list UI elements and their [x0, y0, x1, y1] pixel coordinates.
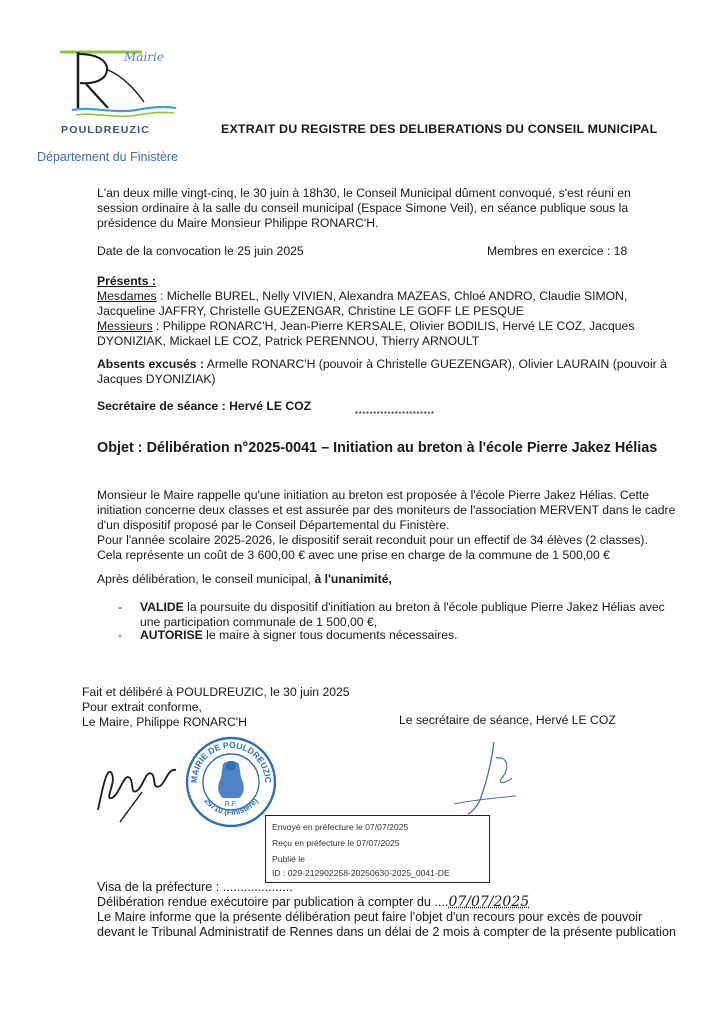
- body-line: Monsieur le Maire rappelle qu'une initiation au breton est proposée à l'école Pierre Jakez Hélias. Cette: [97, 488, 650, 502]
- seal-rf: R.F.: [224, 801, 238, 808]
- messieurs-row: [97, 319, 634, 334]
- stamp-id: ID : 029-212902258-20250630-2025_0041-DE: [272, 868, 450, 878]
- closing-line: Le Maire, Philippe RONARC'H: [82, 715, 247, 729]
- secretary-signature: [450, 738, 530, 818]
- resolution-text-cont: une participation communale de 1 500,00 €,: [140, 615, 378, 629]
- messieurs-names: : Philippe RONARC'H, Jean-Pierre KERSALE, Olivier BODILIS, Hervé LE COZ, Jacques: [152, 319, 635, 333]
- resolution-text: le maire à signer tous documents nécessaires.: [202, 628, 458, 642]
- absents-label: Absents excusés :: [97, 357, 205, 371]
- messieurs-names-cont: DYONIZIAK, Mickael LE COZ, Patrick PERENNOU, Thierry ARNOULT: [97, 334, 480, 348]
- body-paragraph: [97, 488, 675, 563]
- secretary-line: Secrétaire de séance : Hervé LE COZ: [97, 399, 312, 413]
- resolution-verb: VALIDE: [140, 600, 184, 614]
- intro-line: L'an deux mille vingt-cinq, le 30 juin à 18h30, le Conseil Municipal dûment convoqué, s'est réuni en: [97, 186, 631, 200]
- resolution-item: [118, 628, 678, 643]
- decision-line: [97, 572, 392, 587]
- logo-mairie-text: Mairie: [124, 50, 164, 64]
- intro-line: présidence du Maire Monsieur Philippe RONARC'H.: [97, 216, 379, 230]
- mesdames-label: Mesdames: [97, 289, 157, 303]
- absents-block: [97, 357, 667, 387]
- department-label: Département du Finistère: [37, 150, 179, 164]
- presents-heading: Présents :: [97, 274, 156, 288]
- absents-names-cont: Jacques DYONIZIAK): [97, 372, 216, 386]
- logo-emblem-icon: [50, 40, 190, 122]
- executoire-line: [97, 895, 529, 910]
- convocation-date: Date de la convocation le 25 juin 2025: [97, 244, 304, 258]
- resolution-verb: AUTORISE: [140, 628, 203, 642]
- subject-heading: Objet : Délibération n°2025-0041 – Initiation au breton à l'école Pierre Jakez Hélias: [97, 440, 658, 456]
- logo-town-name: POULDREUZIC: [61, 124, 151, 136]
- document-title: EXTRAIT DU REGISTRE DES DELIBERATIONS DU CONSEIL MUNICIPAL: [221, 122, 658, 136]
- seal-postal: 29710 (Finistère): [202, 796, 260, 818]
- executoire-date: 07/07/2025: [448, 894, 530, 910]
- resolution-dash: -: [118, 600, 123, 614]
- attendance-block: [97, 274, 634, 349]
- recours-line: Le Maire informe que la présente délibération peut faire l'objet d'un recours pour excès de pouvoir: [97, 910, 643, 924]
- stamp-published: Publié le: [272, 854, 305, 864]
- absents-names: Armelle RONARC'H (pouvoir à Christelle GUEZENGAR), Olivier LAURAIN (pouvoir à: [204, 357, 667, 371]
- resolution-dash: -: [118, 628, 123, 642]
- separator-stars: **********************: [355, 410, 435, 419]
- resolution-text: la poursuite du dispositif d'initiation au breton à l'école publique Pierre Jakez Hélias avec: [183, 600, 665, 614]
- closing-secretary: Le secrétaire de séance, Hervé LE COZ: [399, 713, 616, 727]
- mesdames-row: [97, 289, 634, 304]
- messieurs-label: Messieurs: [97, 319, 153, 333]
- intro-paragraph: [97, 186, 631, 231]
- mairie-logo: [50, 40, 190, 145]
- stamp-received-date: Reçu en préfecture le 07/07/2025: [272, 838, 400, 848]
- decision-prefix: Après délibération, le conseil municipal,: [97, 572, 315, 586]
- body-line: d'un dispositif proposé par le Conseil Départemental du Finistère.: [97, 518, 450, 532]
- recours-line: devant le Tribunal Administratif de Rennes dans un délai de 2 mois à compter de la présente publication: [97, 925, 676, 939]
- resolution-item: [118, 600, 678, 630]
- mesdames-names: : Michelle BUREL, Nelly VIVIEN, Alexandra MAZEAS, Chloé ANDRO, Claudie SIMON,: [156, 289, 628, 303]
- stamp-sent-date: Envoyé en préfecture le 07/07/2025: [272, 822, 409, 832]
- decision-unanimity: à l'unanimité,: [314, 572, 392, 586]
- prefecture-visa: Visa de la préfecture : ....................: [97, 880, 293, 894]
- body-line: initiation concerne deux classes et est assurée par des moniteurs de l'association MERVENT dans le cadre: [97, 503, 676, 517]
- prefecture-stamp-box: [265, 815, 490, 883]
- body-line: Pour l'année scolaire 2025-2026, le dispositif serait reconduit pour un effectif de 34 élèves (2 classes).: [97, 533, 648, 547]
- recours-paragraph: [97, 910, 676, 940]
- mesdames-names-cont: Jacqueline JAFFRY, Christelle GUEZENGAR, Christine LE GOFF LE PESQUE: [97, 304, 524, 318]
- members-count: Membres en exercice : 18: [487, 244, 628, 258]
- closing-line: Fait et délibéré à POULDREUZIC, le 30 juin 2025: [82, 685, 350, 699]
- absents-row: [97, 357, 667, 372]
- intro-line: session ordinaire à la salle du conseil municipal (Espace Simone Veil), en séance publique sous la: [97, 201, 629, 215]
- closing-block: [82, 685, 350, 730]
- body-line: Cela représente un coût de 3 600,00 € avec une prise en charge de la commune de 1 500,00 €: [97, 548, 610, 562]
- closing-line: Pour extrait conforme,: [82, 700, 202, 714]
- executoire-text: Délibération rendue exécutoire par publication à compter du ....: [97, 895, 449, 909]
- seal-text: MAIRIE DE POULDREUZIC: [188, 739, 274, 784]
